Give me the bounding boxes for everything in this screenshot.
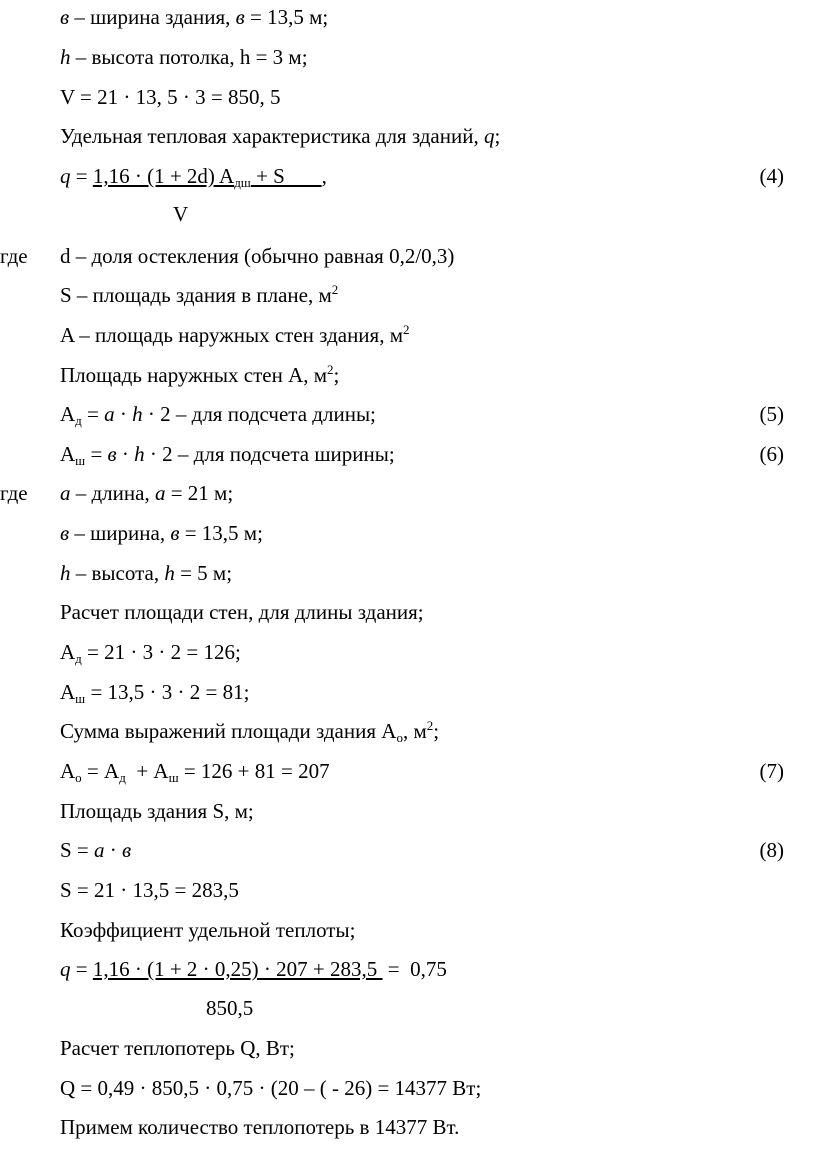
formula-length-wall: $A_д = a \cdot h \cdot 2$ – для подсчета длины; xyxy=(60,402,376,428)
line-glazing-def: d – доля остекления (обычно равная 0,2/0,3) xyxy=(60,244,455,268)
where-label-2: где xyxy=(0,481,28,505)
calc-q-numerator: q = 1,16 · (1 + 2 · 0,25) · 207 + 283,5 = 0,75 xyxy=(60,957,447,981)
line-width-def: в – ширина здания, в = 13,5 м; xyxy=(60,5,329,29)
formula-building-area: S = a · в xyxy=(60,838,132,862)
where-label: где xyxy=(0,244,28,268)
equation-number-4: (4) xyxy=(759,164,784,188)
line-area-def: S – площадь здания в плане, $м^2$ xyxy=(60,282,339,307)
calc-width-wall: $A_ш = 13,5 \cdot 3 \cdot 2 = 81$; xyxy=(60,680,250,706)
line-height-def: h – высота потолка, h = 3 м; xyxy=(60,45,308,69)
line-wall-area-title: Площадь наружных стен A, $м^2$; xyxy=(60,362,340,387)
equation-number-5: (5) xyxy=(759,402,784,426)
calc-heat-loss: Q = 0,49 · 850,5 · 0,75 · (20 – ( - 26) = 14377 Вт; xyxy=(60,1076,482,1100)
line-heat-loss-title: Расчет теплопотерь Q, Вт; xyxy=(60,1036,295,1060)
line-height-value: h – высота, h = 5 м; xyxy=(60,561,233,585)
calc-total-area: $A_о = A_д + A_ш = 126 + 81 = 207$ xyxy=(60,759,330,785)
equation-number-6: (6) xyxy=(759,442,784,466)
line-building-area-title: Площадь здания S, м; xyxy=(60,799,254,823)
line-wall-calc-title: Расчет площади стен, для длины здания; xyxy=(60,600,424,624)
line-specific-heat-title: Удельная тепловая характеристика для зданий, q; xyxy=(60,124,501,148)
calc-building-area: S = 21 · 13,5 = 283,5 xyxy=(60,878,239,902)
line-sum-title: Сумма выражений площади здания $A_о$, $м^2$; xyxy=(60,718,440,745)
line-conclusion: Примем количество теплопотерь в 14377 Вт. xyxy=(60,1115,460,1139)
line-length-value: a – длина, a = 21 м; xyxy=(60,481,234,505)
line-coefficient-title: Коэффициент удельной теплоты; xyxy=(60,918,356,942)
formula-q-denominator: V xyxy=(173,202,189,226)
formula-q-numerator: q = 1,16 · (1 + 2d) $A_{дш} + S$ , xyxy=(60,164,327,190)
line-volume: V = 21 · 13, 5 · 3 = 850, 5 xyxy=(60,85,281,109)
equation-number-8: (8) xyxy=(759,838,784,862)
equation-number-7: (7) xyxy=(759,759,784,783)
line-wall-area-def: A – площадь наружных стен здания, $м^2$ xyxy=(60,322,410,347)
formula-width-wall: $A_ш = в \cdot h \cdot 2$ – для подсчета ширины; xyxy=(60,442,395,468)
calc-length-wall: $A_д = 21 \cdot 3 \cdot 2 = 126$; xyxy=(60,640,241,666)
calc-q-denominator: 850,5 xyxy=(206,996,254,1020)
line-width-value: в – ширина, в = 13,5 м; xyxy=(60,521,263,545)
